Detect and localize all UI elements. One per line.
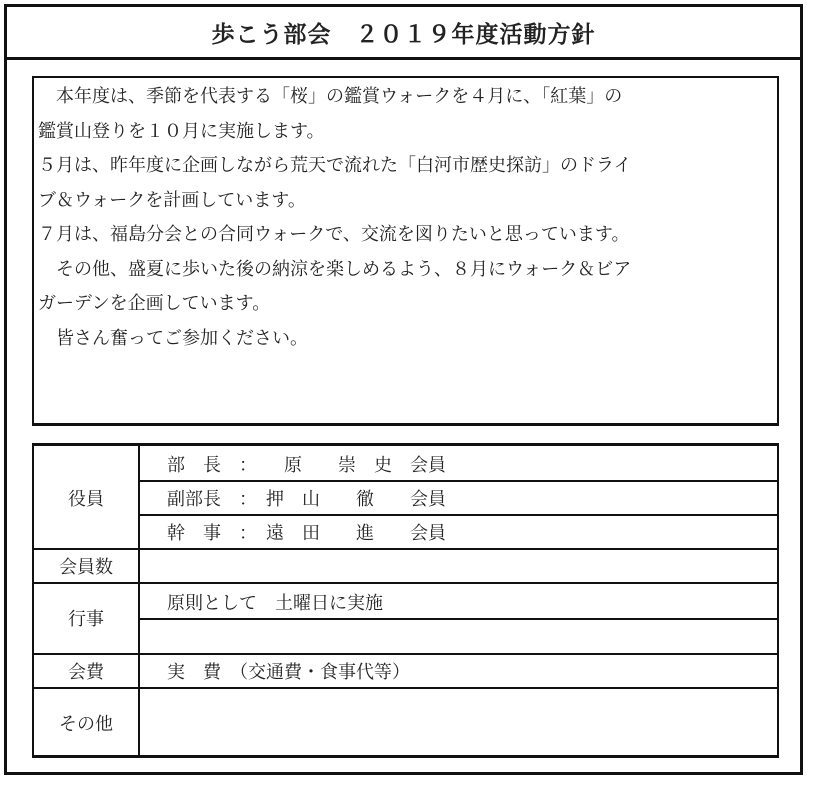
event-row: 原則として 土曜日に実施 bbox=[167, 593, 383, 614]
other-label: その他 bbox=[34, 688, 140, 758]
policy-line: ブ＆ウォークを計画しています。 bbox=[38, 189, 306, 211]
page-title: 歩こう部会 ２０１９年度活動方針 bbox=[4, 4, 803, 60]
policy-line: 皆さん奮ってご参加ください。 bbox=[38, 327, 308, 349]
row-divider bbox=[139, 618, 777, 620]
policy-line: ５月は、昨年度に企画しながら荒天で流れた「白河市歴史探訪」のドライ bbox=[38, 155, 632, 176]
policy-box bbox=[32, 76, 779, 426]
policy-line: ガーデンを企画しています。 bbox=[38, 293, 271, 314]
row-divider bbox=[34, 582, 777, 584]
row-divider bbox=[139, 514, 777, 516]
members-label: 会員数 bbox=[34, 549, 140, 583]
row-divider bbox=[139, 480, 777, 482]
policy-line: 鑑賞山登りを１０月に実施します。 bbox=[38, 120, 325, 142]
row-divider bbox=[34, 687, 777, 689]
fee-value: 実 費 （交通費・食事代等） bbox=[167, 662, 410, 683]
info-table bbox=[32, 443, 779, 758]
officers-label: 役員 bbox=[34, 446, 140, 549]
officer-row: 幹 事 ： 遠 田 進 会員 bbox=[167, 523, 446, 544]
policy-line: その他、盛夏に歩いた後の納涼を楽しめるよう、８月にウォーク＆ビア bbox=[38, 258, 632, 280]
row-divider bbox=[34, 548, 777, 550]
events-label: 行事 bbox=[34, 583, 140, 653]
policy-line: ７月は、福島分会との合同ウォークで、交流を図りたいと思っています。 bbox=[38, 224, 630, 245]
policy-line: 本年度は、季節を代表する「桜」の鑑賞ウォークを４月に、「紅葉」の bbox=[38, 86, 623, 107]
row-divider bbox=[34, 653, 777, 655]
officer-row: 副部長 ： 押 山 徹 会員 bbox=[167, 489, 446, 510]
officer-row: 部 長 ： 原 崇 史 会員 bbox=[167, 455, 446, 476]
fee-label: 会費 bbox=[34, 653, 140, 688]
